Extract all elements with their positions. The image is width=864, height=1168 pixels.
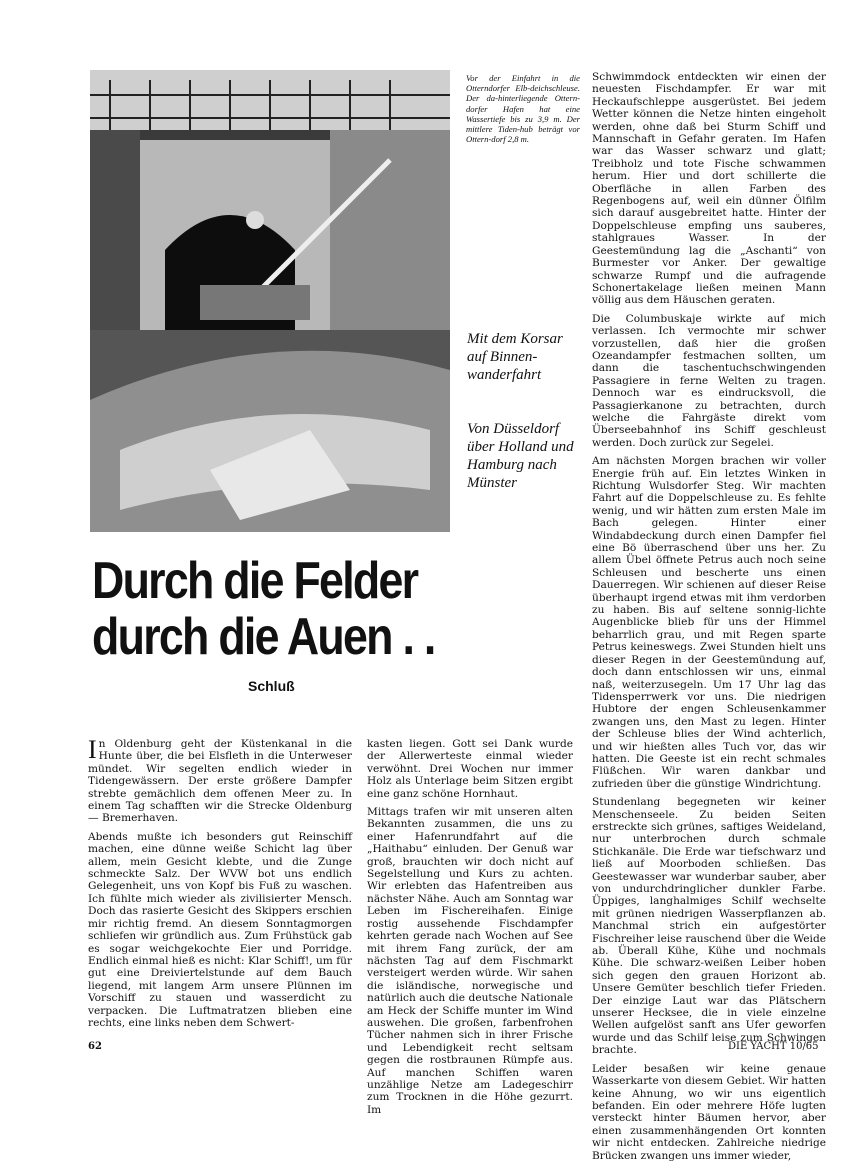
paragraph: Mittags trafen wir mit unseren alten Bekannten zusammen, die uns zu einer Hafenrundfahrt auf die „Haithabu“ einluden. Der Genuß war groß, brauchten wir doch nicht auf Segelstellung und Kurs zu achten. Wir erlebten das Hafentreiben aus nächster Nähe. Auch am Sonntag war Leben im Fischereihafen. Einige rostig aussehende Fischdampfer kehrten gerade nach Wochen auf See mit ihrem Fang zurück, der am nächsten Tag auf dem Fischmarkt versteigert werden würde. Wir sahen die isländische, norwegische und natürlich auch die deutsche Nationale am Heck der Schiffe munter im Wind auswehen. Die großen, farbenfrohen Tücher nahmen sich in ihrer Frische und Lebendigkeit recht seltsam gegen die rostbraunen Rümpfe aus. Auf manchen Schiffen waren unzählige Netze am Ladegeschirr zum Trocknen in die Höhe gezurrt. Im	[367, 806, 573, 1116]
photo-caption: Vor der Einfahrt in die Otterndorfer Elb-deichschleuse. Der da-hinterliegende Ottern-dorfer Hafen hat eine Wassertiefe bis zu 3,9 m. Der mittlere Tiden-hub beträgt vor Ottern-dorf 2,8 m.	[466, 73, 580, 145]
article-headline	[92, 552, 435, 666]
magazine-footer: DIE YACHT 10/65	[728, 1041, 819, 1052]
subhead-route: Von Düsseldorf über Holland und Hamburg nach Münster	[467, 421, 574, 491]
text-column-2	[367, 738, 573, 1122]
paragraph: Abends mußte ich besonders gut Reinschiff machen, eine dünne weiße Schicht lag über allem, mein Gesicht klebte, und die Zunge schmeckte Salz. Der WVW bot uns endlich Gelegenheit, uns von Kopf bis Fuß zu waschen. Ich fühlte mich wieder als zivilisierter Mensch. Doch das rasierte Gesicht des Skippers erschien mir richtig fremd. An diesem Sonntagmorgen schliefen wir gründlich aus. Zum Frühstück gab es sogar weichgekochte Eier und Porridge. Endlich einmal hieß es nicht: Klar Schiff!, um für gut eine Dreiviertelstunde auf dem Bauch liegend, mit langem Arm unsere Plünnen im Vorschiff zu stauen und wasserdicht zu verpacken. Die Luftmatratzen blieben eine rechts, eine links neben dem Schwert-	[88, 830, 353, 1029]
text-column-1	[88, 735, 353, 1035]
paragraph: In Oldenburg geht der Küstenkanal in die Hunte über, die bei Elsfleth in die Unterweser mündet. Wir segelten endlich wieder in Tidengewässern. Der erste größere Dampfer strebte gemächlich dem offenen Meer zu. In einem Tag schafften wir die Strecke Oldenburg — Bremerhaven.	[88, 735, 352, 825]
paragraph: Schwimmdock entdeckten wir einen der neuesten Fischdampfer. Er war mit Heckaufschleppe ausgerüstet. Bei jedem Wetter können die Netze hinten eingeholt werden, ohne daß bei Sturm Schiff und Mannschaft in Gefahr geraten. Im Hafen war das Wasser schwarz und glatt; Treibholz und tote Fische schwammen herum. Hier und dort schillerte die Oberfläche in allen Farben des Regenbogens auf, weil ein dünner Ölfilm sich darauf ausgebreitet hatte. Hinter der Doppelschleuse empfing uns sauberes, stahlgraues Wasser. In der Geestemündung lag die „Aschanti“ von Burmester vor Anker. Der gewaltige schwarze Rumpf und die aufragende Schonertakelage ließen meinen Mann völlig aus dem Häuschen geraten.	[592, 71, 826, 307]
conclusion-label: Schluß	[248, 678, 295, 694]
paragraph: kasten liegen. Gott sei Dank wurde der Allerwerteste einmal wieder verwöhnt. Drei Wochen nur immer Holz als Unterlage beim Sitzen ergibt eine ganz schöne Hornhaut.	[367, 738, 573, 800]
headline-line-2: durch die Auen . .	[92, 608, 435, 666]
text-column-3	[592, 71, 826, 1168]
page-number: 62	[88, 1041, 102, 1052]
paragraph: Leider besaßen wir keine genaue Wasserkarte von diesem Gebiet. Wir hatten keine Ahnung, wo wir uns eigentlich befanden. Ein oder mehrere Höfe lugten versteckt hinter Bäumen hervor, aber einen zusammenhängenden Ort konnten wir nicht entdecken. Zahlreiche niedrige Brücken zwangen uns immer wieder,	[592, 1062, 826, 1162]
paragraph: Stundenlang begegneten wir keiner Menschenseele. Zu beiden Seiten erstreckte sich grünes, saftiges Weideland, nur unterbrochen durch schmale Stichkanäle. Die Erde war tiefschwarz und ließ auf Moorboden schließen. Das Geestewasser war wunderbar sauber, aber von undurchdringlicher dunkler Farbe. Üppiges, langhalmiges Schilf wechselte mit grünen niedrigen Wasserpflanzen ab. Manchmal strich ein aufgestörter Fischreiher leise rauschend über die Weide ab. Überall Kühe, Kühe und nochmals Kühe. Die schwarz-weißen Leiber hoben sich gegen den grauen Horizont ab. Unsere Gemüter beschlich tiefer Frieden. Der einzige Laut war das Plätschern unserer Hecksee, die in viele einzelne Wellen aufgelöst sanft ans Ufer geworfen wurde und das Schilf leise zum Schwingen brachte.	[592, 796, 826, 1057]
headline-line-1: Durch die Felder	[92, 552, 418, 610]
paragraph: Am nächsten Morgen brachen wir voller Energie früh auf. Ein letztes Winken in Richtung Wulsdorfer Steg. Wir machten Fahrt auf die Doppelschleuse zu. Es fehlte wenig, und wir hätten zum ersten Male im Bach gelegen. Hinter einer Windabdeckung durch einen Dampfer fiel eine Bö überraschend über uns her. Zu allem Übel öffnete Petrus auch noch seine Schleusen und bescherte uns einen Dauerregen. Wir schienen auf dieser Reise überhaupt irgend etwas mit ihm verdorben zu haben. Bis auf seltene sonnig-lichte Augenblicke blieb für uns der Himmel beharrlich grau, und mit Regen sparte Petrus keineswegs. Zwei Stunden hielt uns dieser Regen in der Geestemündung auf, doch dann entschlossen wir uns, einmal naß, weiterzusegeln. Um 17 Uhr lag das Tidensperrwerk vor uns. Die niedrigen Hubtore der engen Schleusenkammer zwangen uns, den Mast zu legen. Hinter der Schleuse blies der Wind achterlich, und wir hießten alles Tuch vor, das wir hatten. Die Geeste ist ein recht schmales Flüßchen. Wir waren dankbar und zufrieden über die günstige Windrichtung.	[592, 455, 826, 790]
drop-cap: I	[88, 735, 97, 764]
lock-entrance-photo	[90, 70, 450, 532]
paragraph: Die Columbuskaje wirkte auf mich verlassen. Ich vermochte mir schwer vorzustellen, daß hier die großen Ozeandampfer festmachen sollten, um dann die taschentuchschwingenden Passagiere in ferne Welten zu tragen. Dennoch war es eindrucksvoll, die Passagierkanone zu betrachten, durch welche die Fahrgäste direkt vom Überseebahnhof ins Schiff geschleust werden. Doch zurück zur Segelei.	[592, 312, 826, 449]
photo-illustration	[90, 70, 450, 532]
subhead-korsar: Mit dem Korsar auf Binnen-wanderfahrt	[467, 331, 563, 383]
